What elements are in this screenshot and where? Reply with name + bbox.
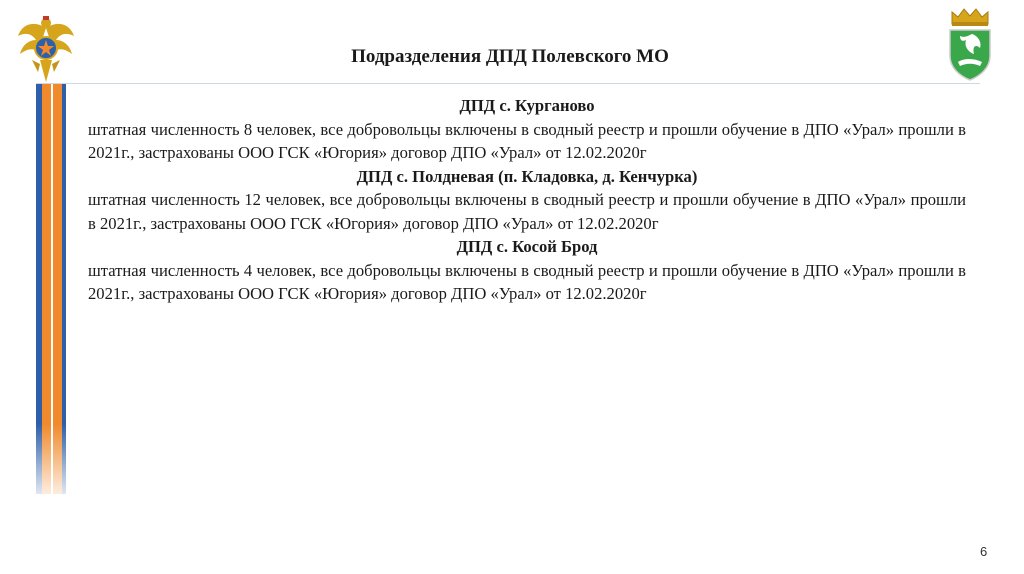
decorative-stripe	[36, 84, 66, 494]
town-coat-of-arms-icon	[944, 6, 996, 82]
emergency-ministry-emblem-icon	[16, 14, 76, 86]
section-text: штатная численность 12 человек, все добровольцы включены в сводный реестр и прошли обучение в ДПО «Урал» прошли в 2021г., застрахованы ООО ГСК «Югория» договор ДПО «Урал» от 12.02.2020г	[88, 190, 966, 233]
section-heading: ДПД с. Курганово	[459, 96, 595, 115]
section-heading: ДПД с. Полдневая (п. Кладовка, д. Кенчурка)	[356, 166, 698, 186]
header-divider	[36, 83, 980, 84]
page-number: 6	[980, 544, 988, 559]
page-title: Подразделения ДПД Полевского МО	[351, 46, 669, 67]
sections-content	[88, 94, 966, 306]
section-heading: ДПД с. Косой Брод	[456, 237, 598, 256]
section-text: штатная численность 4 человек, все добровольцы включены в сводный реестр и прошли обучение в ДПО «Урал» прошли в 2021г., застрахованы ООО ГСК «Югория» договор ДПО «Урал» от 12.02.2020г	[88, 260, 966, 303]
section-text: штатная численность 8 человек, все добровольцы включены в сводный реестр и прошли обучение в ДПО «Урал» прошли в 2021г., застрахованы ООО ГСК «Югория» договор ДПО «Урал» от 12.02.2020г	[88, 119, 966, 162]
